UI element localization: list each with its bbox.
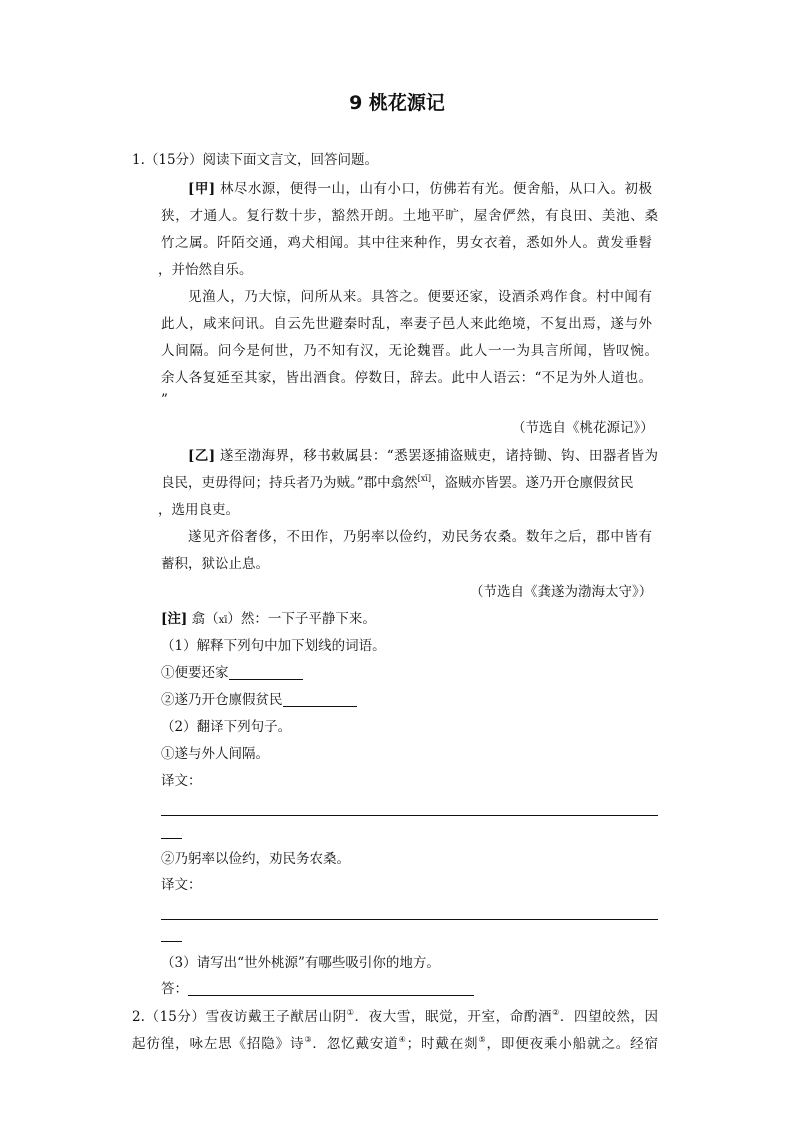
answer-blank-1a[interactable] [229, 665, 303, 680]
question-1-heading: 1.（15分）阅读下面文言文，回答问题。 [132, 152, 379, 168]
passage-jia-line-6: 此人，咸来问讯。自云先世避秦时乱，率妻子邑人来此绝境，不复出焉，遂与外 [161, 316, 652, 332]
passage-jia-line-9: ” [161, 392, 168, 408]
passage-jia-line-8: 余人各复延至其家，皆出酒食。停数日，辞去。此中人语云：“不足为外人道也。 [161, 370, 652, 386]
translation-label-b: 译文： [161, 877, 202, 893]
subquestion-1-item-b: ②遂乃开仓廪假贫民 [161, 692, 357, 708]
answer-line-2a[interactable] [161, 815, 658, 816]
page-title: 9 桃花源记 [349, 92, 445, 114]
answer-line-2b-tail [161, 941, 182, 942]
question-2-line-2: 起彷徨，咏左思《招隐》诗③．忽忆戴安道④；时戴在剡⑤，即便夜乘小船就之。经宿 [132, 1035, 659, 1052]
passage-jia-source: （节选自《桃花源记》） [512, 420, 654, 436]
passage-yi-line-1: [乙] 遂至渤海界，移书敕属县：“悉罢逐捕盗贼吏，诸持锄、钩、田器者皆为 [188, 448, 659, 464]
answer-blank-3[interactable] [188, 981, 474, 996]
passage-jia-line-3: 竹之属。阡陌交通，鸡犬相闻。其中往来种作，男女衣着，悉如外人。黄发垂髫 [161, 235, 652, 251]
passage-yi-line-2: 良民，吏毋得问；持兵者乃为贼。”郡中翕然[xī]，盗贼亦皆罢。遂乃开仓廪假贫民 [161, 474, 634, 491]
answer-blank-1b[interactable] [283, 692, 357, 707]
passage-jia-line-7: 人间隔。问今是何世，乃不知有汉，无论魏晋。此人一一为具言所闻，皆叹惋。 [161, 343, 658, 359]
passage-yi-line-3: ，选用良吏。 [158, 502, 239, 518]
subquestion-3: （3）请写出“世外桃源”有哪些吸引你的地方。 [161, 955, 440, 971]
translation-label-a: 译文： [161, 773, 202, 789]
passage-yi-line-5: 蓄积，狱讼止息。 [161, 556, 269, 572]
passage-jia-line-4: ，并怡然自乐。 [158, 262, 253, 278]
subquestion-1-item-a: ①便要还家 [161, 665, 303, 681]
passage-jia-line-1: [甲] 林尽水源，便得一山，山有小口，仿佛若有光。便舍船，从口入。初极 [188, 181, 653, 197]
subquestion-1: （1）解释下列句中加下划线的词语。 [161, 638, 386, 654]
subquestion-3-answer: 答： [161, 981, 474, 997]
passage-yi-line-4: 遂见齐俗奢侈，不田作，乃躬率以俭约，劝民务农桑。数年之后，郡中皆有 [188, 529, 652, 545]
subquestion-2-item-b: ②乃躬率以俭约，劝民务农桑。 [161, 851, 350, 867]
subquestion-2-item-a: ①遂与外人间隔。 [161, 746, 269, 762]
subquestion-2: （2）翻译下列句子。 [161, 719, 292, 735]
passage-jia-label: [甲] [188, 181, 216, 197]
answer-line-2a-tail [161, 838, 182, 839]
answer-line-2b[interactable] [161, 919, 658, 920]
passage-yi-source: （节选自《龚遂为渤海太守》） [470, 584, 653, 600]
question-2-line-1: 2.（15分）雪夜访戴王子猷居山阴①．夜大雪，眠觉，开室，命酌酒②．四望皎然，因 [132, 1008, 659, 1025]
note-label: [注] [161, 611, 188, 627]
passage-jia-line-5: 见渔人，乃大惊，问所从来。具答之。便要还家，设酒杀鸡作食。村中闻有 [188, 289, 652, 305]
passage-yi-label: [乙] [188, 448, 216, 464]
annotation-note: [注] 翕（xī）然：一下子平静下来。 [161, 611, 376, 627]
passage-jia-line-2: 狭，才通人。复行数十步，豁然开朗。土地平旷，屋舍俨然，有良田、美池、桑 [161, 208, 658, 224]
